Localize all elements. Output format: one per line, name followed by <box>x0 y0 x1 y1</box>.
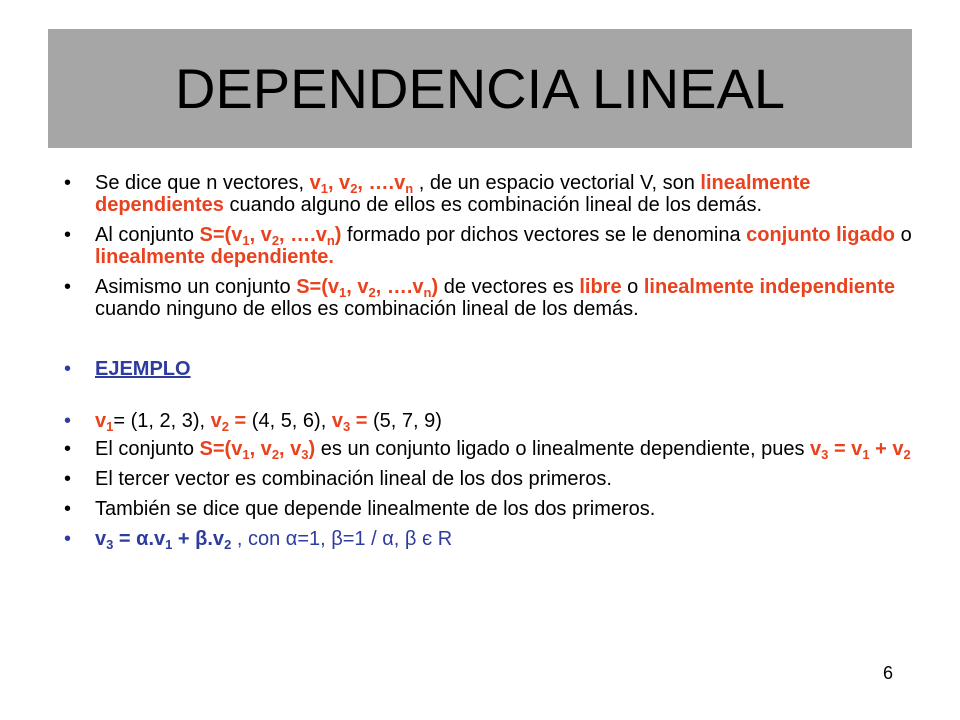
term-linealmente-independiente: linealmente independiente <box>643 276 896 298</box>
bullet-dot-icon: • <box>64 528 72 550</box>
slide-body <box>64 172 914 550</box>
text: Asimismo un conjunto <box>95 276 297 298</box>
bullet-dot-icon: • <box>64 224 72 246</box>
vector-v1: $v_1$ <box>95 410 114 434</box>
bullet-third-vector <box>64 468 914 490</box>
bullet-dot-icon: • <box>64 498 72 520</box>
text: o <box>895 224 912 246</box>
bullet-definition-dependent <box>64 172 914 216</box>
bullet-dot-icon: • <box>64 410 72 432</box>
text: El tercer vector es combinación lineal de los dos primeros. <box>95 468 612 490</box>
text: (5, 7, 9) <box>367 410 442 432</box>
text: o <box>621 276 644 298</box>
bullet-depends-linearly <box>64 498 914 520</box>
bullet-dot-icon: • <box>64 276 72 298</box>
bullet-dot-icon: • <box>64 358 72 380</box>
bullet-linear-combination <box>64 528 914 550</box>
slide-title: DEPENDENCIA LINEAL <box>175 57 785 120</box>
bullet-definition-independent <box>64 276 914 320</box>
bullet-conjunto-ligado <box>64 224 914 268</box>
example-label: EJEMPLO <box>95 358 191 380</box>
vector-v2: $v_2$ = <box>210 410 247 434</box>
bullet-example-conclusion <box>64 438 914 460</box>
text: El conjunto <box>95 438 200 460</box>
bullet-vector-values <box>64 410 914 432</box>
bullet-dot-icon: • <box>64 468 72 490</box>
text: Al conjunto <box>95 224 200 246</box>
bullet-dot-icon: • <box>64 172 72 194</box>
example-heading <box>64 358 914 380</box>
term-linealmente-dependientes: linealmente dependientes <box>95 172 811 216</box>
term-libre: libre <box>579 276 622 298</box>
text: , de un espacio vectorial V, son <box>413 172 701 194</box>
set-notation: $S=(v_1$, $v_2$, $v_3$) <box>199 438 316 462</box>
term-conjunto-ligado: conjunto ligado <box>746 224 896 246</box>
equation-v3-sum: $v_3 = v_1 + v_2$ <box>810 438 911 462</box>
vector-v3: $v_3$ = <box>331 410 368 434</box>
text: (4, 5, 6), <box>246 410 332 432</box>
set-notation: $S=(v_1$, $v_2$, $\dots.v_n$) <box>199 224 342 248</box>
page-number: 6 <box>882 663 893 683</box>
term-linealmente-dependiente: linealmente dependiente. <box>95 246 334 268</box>
text: formado por dichos vectores se le denomina <box>341 224 747 246</box>
coefficients-text: , con α=1, β=1 / α, β є R <box>231 528 453 550</box>
text: cuando alguno de ellos es combinación lineal de los demás. <box>223 194 763 216</box>
text: es un conjunto ligado o linealmente dependiente, pues <box>315 438 811 460</box>
text: cuando ninguno de ellos es combinación lineal de los demás. <box>95 298 639 320</box>
text: de vectores es <box>438 276 580 298</box>
equation-combination: $v_3 = \alpha.v_1 + \beta.v_2$ <box>95 528 232 552</box>
vector-list: $v_1$, $v_2$, $\dots.v_n$ <box>309 172 414 196</box>
text: = (1, 2, 3), <box>113 410 211 432</box>
title-bar <box>48 29 912 148</box>
bullet-dot-icon: • <box>64 438 72 460</box>
text: Se dice que n vectores, <box>95 172 310 194</box>
text: También se dice que depende linealmente de los dos primeros. <box>95 498 656 520</box>
set-notation: $S=(v_1$, $v_2$, $\dots.v_n$) <box>296 276 439 300</box>
